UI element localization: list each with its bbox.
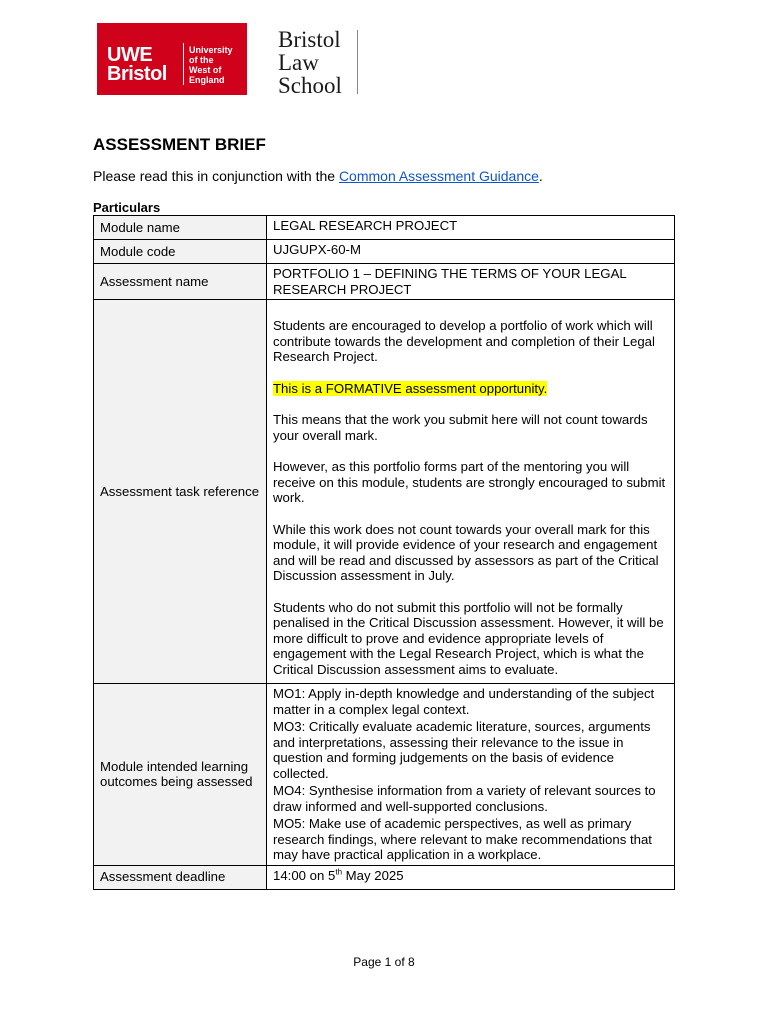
page-number: Page 1 of 8	[353, 955, 415, 969]
learning-outcome: MO4: Synthesise information from a variety of relevant sources to draw informed and well-supported conclusions.	[273, 783, 656, 814]
intro-text: Please read this in conjunction with the Common Assessment Guidance.	[93, 168, 543, 184]
table-row	[94, 300, 675, 684]
task-paragraph: However, as this portfolio forms part of the mentoring you will receive on this module, students are strongly encouraged to submit work.	[273, 459, 666, 505]
learning-outcome: MO5: Make use of academic perspectives, as well as primary research findings, where relevant to make recommendations that may have practical application in a workplace.	[273, 816, 652, 862]
particulars-table	[93, 215, 675, 890]
particulars-heading: Particulars	[93, 200, 161, 215]
table-row	[94, 240, 675, 264]
module-code-label: Module code	[94, 240, 267, 264]
learning-outcome: MO1: Apply in-depth knowledge and understanding of the subject matter in a complex legal context.	[273, 686, 655, 717]
table-row	[94, 216, 675, 240]
module-code-value: UJGUPX-60-M	[267, 240, 675, 264]
task-paragraph: Students who do not submit this portfolio will not be formally penalised in the Critical Discussion assessment. However, it will be more difficult to prove and evidence appropriate levels of engagement with the Legal Research Project, which is what the Critical Discussion assessment aims to evaluate.	[273, 599, 664, 677]
learning-outcomes-content	[267, 684, 675, 866]
university-name: University of the West of England	[189, 45, 233, 85]
logo-divider	[183, 43, 184, 85]
task-reference-label: Assessment task reference	[94, 300, 267, 684]
bristol-law-school-logo: Bristol Law School	[278, 27, 342, 98]
module-name-label: Module name	[94, 216, 267, 240]
learning-outcomes-label: Module intended learning outcomes being assessed	[94, 684, 267, 866]
uwe-bristol-logo	[97, 23, 247, 95]
task-reference-content	[267, 300, 675, 684]
assessment-name-value: PORTFOLIO 1 – DEFINING THE TERMS OF YOUR LEGAL RESEARCH PROJECT	[267, 264, 675, 300]
learning-outcome: MO3: Critically evaluate academic literature, sources, arguments and interpretations, assessing their relevance to the issue in question and forming judgements on the basis of evidence collected.	[273, 719, 651, 781]
task-paragraph: Students are encouraged to develop a portfolio of work which will contribute towards the development and completion of their Legal Research Project.	[273, 318, 655, 364]
table-row	[94, 865, 675, 889]
task-paragraph: This means that the work you submit here will not count towards your overall mark.	[273, 412, 648, 443]
uwe-wordmark: UWE Bristol	[107, 44, 167, 85]
task-paragraph: While this work does not count towards your overall mark for this module, it will provide evidence of your research and engagement and will be read and discussed by assessors as part of the Critical Discussion assessment in July.	[273, 521, 659, 583]
deadline-value: 14:00 on 5th May 2025	[267, 865, 675, 889]
table-row	[94, 684, 675, 866]
common-assessment-guidance-link[interactable]: Common Assessment Guidance	[338, 168, 539, 184]
school-logo-divider	[357, 30, 358, 94]
module-name-value: LEGAL RESEARCH PROJECT	[267, 216, 675, 240]
assessment-name-label: Assessment name	[94, 264, 267, 300]
formative-notice: This is a FORMATIVE assessment opportunity.	[273, 380, 548, 396]
table-row	[94, 264, 675, 300]
deadline-label: Assessment deadline	[94, 865, 267, 889]
page-title: ASSESSMENT BRIEF	[93, 135, 266, 154]
